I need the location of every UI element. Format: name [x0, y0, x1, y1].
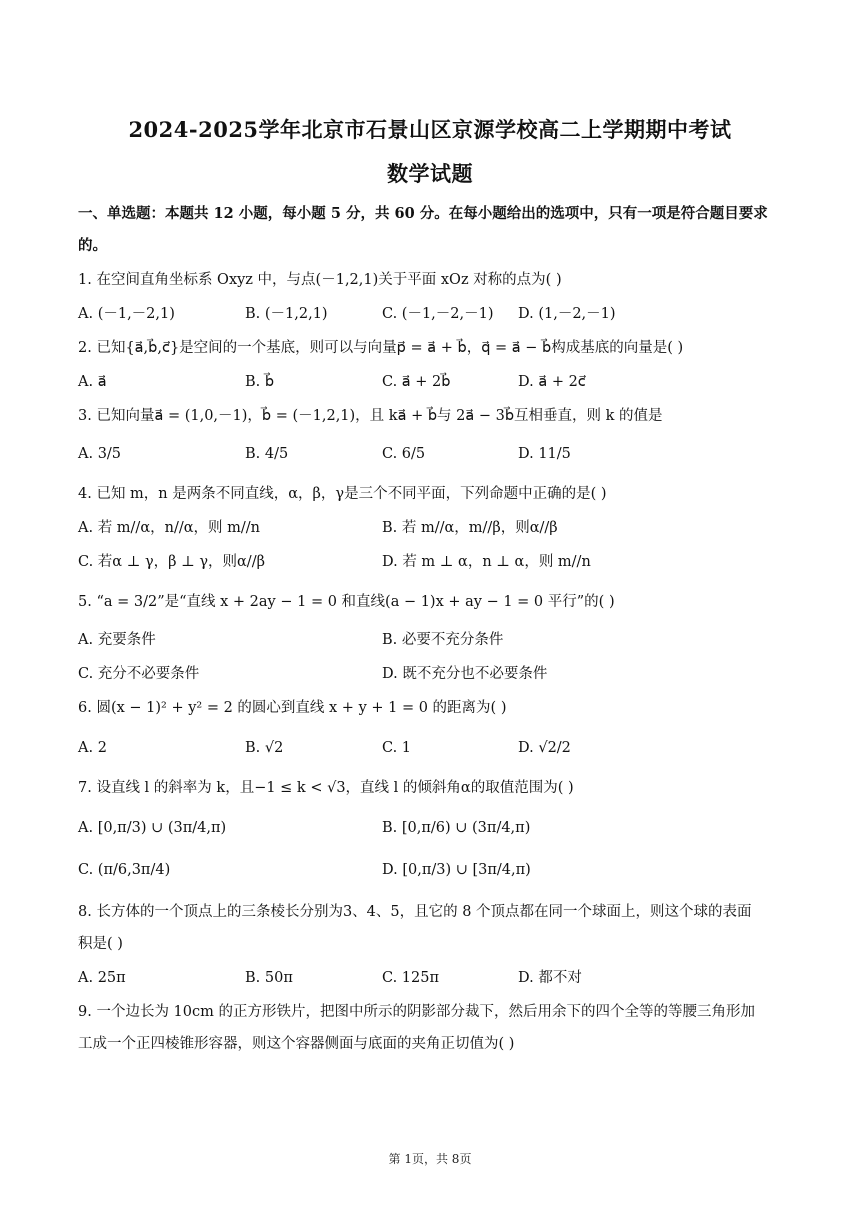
exam-title: 2024-2025学年北京市石景山区京源学校高二上学期期中考试 — [128, 117, 732, 142]
question-5-option-d: D. 既不充分也不必要条件 — [382, 666, 548, 682]
question-1-option-c: C. (－1,－2,－1) — [382, 306, 494, 322]
question-5-option-b: B. 必要不充分条件 — [382, 632, 504, 648]
question-2-option-d: D. a⃗ + 2c⃗ — [518, 374, 586, 390]
exam-subtitle: 数学试题 — [387, 161, 473, 186]
question-7-stem: 7. 设直线 l 的斜率为 k，且−1 ≤ k < √3，直线 l 的倾斜角α的取值范围为( ) — [78, 780, 574, 796]
question-8-stem-cont: 积是( ) — [78, 936, 123, 952]
question-7-option-d: D. [0,π/3) ∪ [3π/4,π) — [382, 862, 531, 878]
question-2-option-b: B. b⃗ — [245, 374, 275, 390]
question-1-option-b: B. (－1,2,1) — [245, 306, 328, 322]
section-heading: 一、单选题：本题共 12 小题，每小题 5 分，共 60 分。在每小题给出的选项中，只有一项是符合题目要求 — [78, 205, 768, 222]
question-4-option-c: C. 若α ⊥ γ，β ⊥ γ，则α//β — [78, 554, 265, 570]
question-1-option-a: A. (－1,－2,1) — [78, 306, 175, 322]
question-4-option-a: A. 若 m//α，n//α，则 m//n — [78, 520, 260, 536]
question-8-option-c: C. 125π — [382, 970, 440, 986]
question-6-option-b: B. √2 — [245, 740, 284, 756]
question-8-option-a: A. 25π — [78, 970, 126, 986]
question-8-option-b: B. 50π — [245, 970, 293, 986]
question-3-stem: 3. 已知向量a⃗ = (1,0,－1)，b⃗ = (－1,2,1)，且 ka⃗ + b⃗与 2a⃗ − 3b⃗互相垂直，则 k 的值是 — [78, 408, 663, 424]
question-5-stem: 5. “a = 3/2”是“直线 x + 2ay − 1 = 0 和直线(a − 1)x + ay − 1 = 0 平行”的( ) — [78, 594, 615, 610]
question-6-option-d: D. √2/2 — [518, 740, 571, 756]
page-footer: 第 1页，共 8页 — [388, 1152, 472, 1166]
question-6-stem: 6. 圆(x − 1)² + y² = 2 的圆心到直线 x + y + 1 = 0 的距离为( ) — [78, 700, 507, 716]
section-heading-cont: 的。 — [78, 237, 107, 254]
question-8-stem: 8. 长方体的一个顶点上的三条棱长分别为3、4、5，且它的 8 个顶点都在同一个球面上，则这个球的表面 — [78, 904, 752, 920]
question-7-option-a: A. [0,π/3) ∪ (3π/4,π) — [78, 820, 227, 836]
question-3-option-b: B. 4/5 — [245, 446, 289, 462]
question-3-option-d: D. 11/5 — [518, 446, 571, 462]
question-6-option-a: A. 2 — [78, 740, 107, 756]
question-7-option-b: B. [0,π/6) ∪ (3π/4,π) — [382, 820, 531, 836]
question-1-stem: 1. 在空间直角坐标系 Oxyz 中，与点(－1,2,1)关于平面 xOz 对称的点为( ) — [78, 272, 562, 288]
question-2-option-c: C. a⃗ + 2b⃗ — [382, 374, 451, 390]
question-9-stem-cont: 工成一个正四棱锥形容器，则这个容器侧面与底面的夹角正切值为( ) — [78, 1036, 515, 1052]
question-4-stem: 4. 已知 m，n 是两条不同直线，α，β，γ是三个不同平面，下列命题中正确的是( ) — [78, 486, 607, 502]
question-3-option-a: A. 3/5 — [78, 446, 122, 462]
question-5-option-a: A. 充要条件 — [78, 632, 156, 648]
question-4-option-d: D. 若 m ⊥ α，n ⊥ α，则 m//n — [382, 554, 591, 570]
question-2-option-a: A. a⃗ — [78, 374, 107, 390]
question-7-option-c: C. (π/6,3π/4) — [78, 862, 171, 878]
question-6-option-c: C. 1 — [382, 740, 412, 756]
question-8-option-d: D. 都不对 — [518, 970, 582, 986]
question-3-option-c: C. 6/5 — [382, 446, 426, 462]
question-4-option-b: B. 若 m//α，m//β，则α//β — [382, 520, 558, 536]
question-5-option-c: C. 充分不必要条件 — [78, 666, 200, 682]
question-1-option-d: D. (1,－2,－1) — [518, 306, 616, 322]
question-9-stem: 9. 一个边长为 10cm 的正方形铁片，把图中所示的阴影部分裁下，然后用余下的四个全等的等腰三角形加 — [78, 1004, 755, 1020]
question-2-stem: 2. 已知{a⃗,b⃗,c⃗}是空间的一个基底，则可以与向量p⃗ = a⃗ + b⃗，q⃗ = a⃗ − b⃗构成基底的向量是( ) — [78, 340, 684, 356]
